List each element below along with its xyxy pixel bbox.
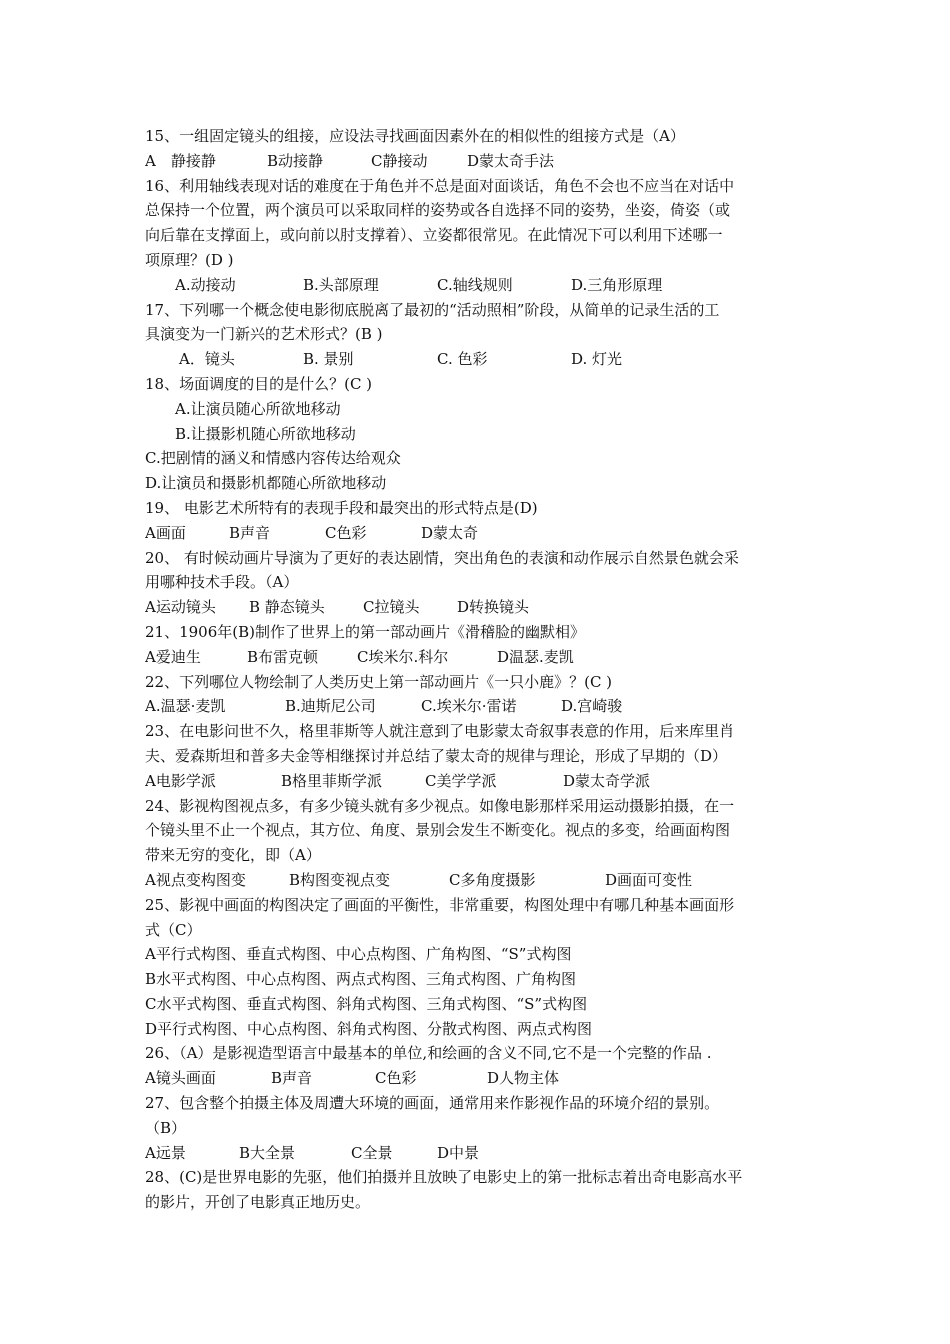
option-a: A．镜头 bbox=[179, 350, 235, 369]
question-27-text: （B） bbox=[145, 1118, 187, 1137]
question-16-options bbox=[145, 273, 810, 298]
question-21-text: 21、1906年(B)制作了世界上的第一部动画片《滑稽脸的幽默相》 bbox=[145, 622, 585, 641]
option-b: B构图变视点变 bbox=[289, 870, 391, 889]
option-a: A 静接静 bbox=[145, 151, 216, 170]
option-b: B布雷克顿 bbox=[247, 647, 319, 666]
option-b: B水平式构图、中心点构图、两点式构图、三角式构图、广角构图 bbox=[145, 970, 577, 989]
option-a: A.动接动 bbox=[175, 275, 236, 294]
question-22-text: 22、下列哪位人物绘制了人类历史上第一部动画片《一只小鹿》？(C ) bbox=[145, 672, 613, 691]
option-a: A.温瑟·麦凯 bbox=[145, 697, 226, 716]
option-b: B. 景别 bbox=[303, 350, 354, 369]
question-24-options bbox=[145, 868, 810, 893]
option-d: D人物主体 bbox=[487, 1069, 560, 1088]
option-d: D蒙太奇学派 bbox=[563, 771, 651, 790]
option-d: D中景 bbox=[437, 1143, 480, 1162]
question-17-options bbox=[145, 347, 810, 372]
option-b: B声音 bbox=[229, 523, 271, 542]
option-d: D.三角形原理 bbox=[571, 275, 663, 294]
document-page bbox=[145, 124, 810, 1215]
option-d: D转换镜头 bbox=[457, 598, 530, 617]
option-b: B.迪斯尼公司 bbox=[285, 697, 376, 716]
option-c: C全景 bbox=[351, 1143, 393, 1162]
option-c: C. 色彩 bbox=[437, 350, 488, 369]
option-c: C.把剧情的涵义和情感内容传达给观众 bbox=[145, 449, 401, 468]
question-25-text: 25、影视中画面的构图决定了画面的平衡性，非常重要，构图处理中有哪几种基本画面形 bbox=[145, 895, 735, 914]
question-24-text: 24、影视构图视点多，有多少镜头就有多少视点。如像电影那样采用运动摄影拍摄，在一 bbox=[145, 796, 735, 815]
question-16-text: 项原理？(D ) bbox=[145, 250, 234, 269]
question-15-options bbox=[145, 149, 810, 174]
question-16-text: 16、利用轴线表现对话的难度在于角色并不总是面对面谈话，角色不会也不应当在对话中 bbox=[145, 176, 735, 195]
option-d: D平行式构图、中心点构图、斜角式构图、分散式构图、两点式构图 bbox=[145, 1019, 593, 1038]
question-26-options bbox=[145, 1066, 810, 1091]
option-a: A画面 bbox=[145, 523, 186, 542]
question-19-options bbox=[145, 521, 810, 546]
option-c: C.轴线规则 bbox=[437, 275, 513, 294]
option-a: A平行式构图、垂直式构图、中心点构图、广角构图、“S”式构图 bbox=[145, 945, 572, 964]
option-b: B大全景 bbox=[239, 1143, 296, 1162]
option-b: B动接静 bbox=[267, 151, 324, 170]
question-20-text: 20、 有时候动画片导演为了更好的表达剧情，突出角色的表演和动作展示自然景色就会采 bbox=[145, 548, 739, 567]
option-a: A运动镜头 bbox=[145, 598, 216, 617]
question-24-text: 个镜头里不止一个视点，其方位、角度、景别会发生不断变化。视点的多变，给画面构图 bbox=[145, 821, 731, 840]
option-c: C色彩 bbox=[325, 523, 367, 542]
option-b: B.头部原理 bbox=[303, 275, 379, 294]
question-27-text: 27、包含整个拍摄主体及周遭大环境的画面，通常用来作影视作品的环境介绍的景别。 bbox=[145, 1094, 720, 1113]
option-c: C埃米尔.科尔 bbox=[357, 647, 449, 666]
option-c: C静接动 bbox=[371, 151, 428, 170]
option-d: D蒙太奇手法 bbox=[467, 151, 555, 170]
question-25-text: 式（C） bbox=[145, 920, 202, 939]
question-15-text: 15、一组固定镜头的组接，应设法寻找画面因素外在的相似性的组接方式是（A） bbox=[145, 127, 685, 145]
question-16-text: 向后靠在支撑面上，或向前以肘支撑着）、立姿都很常见。在此情况下可以利用下述哪一 bbox=[145, 226, 723, 245]
option-c: C水平式构图、垂直式构图、斜角式构图、三角式构图、“S”式构图 bbox=[145, 994, 588, 1013]
question-20-options bbox=[145, 595, 810, 620]
option-d: D温瑟.麦凯 bbox=[497, 647, 574, 666]
question-24-text: 带来无穷的变化，即（A） bbox=[145, 846, 321, 865]
option-a: A镜头画面 bbox=[145, 1069, 216, 1088]
question-26-text: 26、（A）是影视造型语言中最基本的单位,和绘画的含义不同,它不是一个完整的作品 . bbox=[145, 1044, 712, 1063]
question-18-text: 18、场面调度的目的是什么？(C ) bbox=[145, 374, 373, 393]
question-23-options bbox=[145, 769, 810, 794]
question-21-options bbox=[145, 645, 810, 670]
option-c: C色彩 bbox=[375, 1069, 417, 1088]
option-d: D蒙太奇 bbox=[421, 523, 479, 542]
question-27-options bbox=[145, 1141, 810, 1166]
question-28-text: 28、(C)是世界电影的先驱，他们拍摄并且放映了电影史上的第一批标志着出奇电影高水平 bbox=[145, 1168, 743, 1187]
option-c: C美学学派 bbox=[425, 771, 497, 790]
option-a: A视点变构图变 bbox=[145, 870, 246, 889]
question-23-text: 23、在电影问世不久，格里菲斯等人就注意到了电影蒙太奇叙事表意的作用，后来库里肖 bbox=[145, 722, 735, 741]
question-22-options bbox=[145, 694, 810, 719]
option-c: C拉镜头 bbox=[363, 598, 420, 617]
option-a: A远景 bbox=[145, 1143, 186, 1162]
question-16-text: 总保持一个位置，两个演员可以采取同样的姿势或各自选择不同的姿势，坐姿，倚姿（或 bbox=[145, 201, 731, 220]
question-20-text: 用哪种技术手段。（A） bbox=[145, 573, 299, 592]
question-17-text: 具演变为一门新兴的艺术形式？(B ) bbox=[145, 325, 383, 344]
option-c: C多角度摄影 bbox=[449, 870, 536, 889]
question-19-text: 19、 电影艺术所特有的表现手段和最突出的形式特点是(D) bbox=[145, 498, 538, 517]
question-28-text: 的影片，开创了电影真正地历史。 bbox=[145, 1193, 371, 1212]
option-d: D.让演员和摄影机都随心所欲地移动 bbox=[145, 474, 387, 493]
question-23-text: 夫、爱森斯坦和普多夫金等相继探讨并总结了蒙太奇的规律与理论，形成了早期的（D） bbox=[145, 746, 728, 765]
option-c: C.埃米尔·雷诺 bbox=[421, 697, 517, 716]
question-17-text: 17、下列哪一个概念使电影彻底脱离了最初的“活动照相”阶段，从简单的记录生活的工 bbox=[145, 300, 720, 319]
option-b: B声音 bbox=[271, 1069, 313, 1088]
option-b: B.让摄影机随心所欲地移动 bbox=[175, 424, 356, 443]
option-a: A.让演员随心所欲地移动 bbox=[175, 399, 341, 418]
option-a: A电影学派 bbox=[145, 771, 216, 790]
option-b: B格里菲斯学派 bbox=[281, 771, 383, 790]
option-d: D画面可变性 bbox=[605, 870, 693, 889]
option-b: B 静态镜头 bbox=[249, 598, 325, 617]
option-d: D. 灯光 bbox=[571, 350, 623, 369]
option-d: D.宫崎骏 bbox=[561, 697, 623, 716]
option-a: A爱迪生 bbox=[145, 647, 201, 666]
